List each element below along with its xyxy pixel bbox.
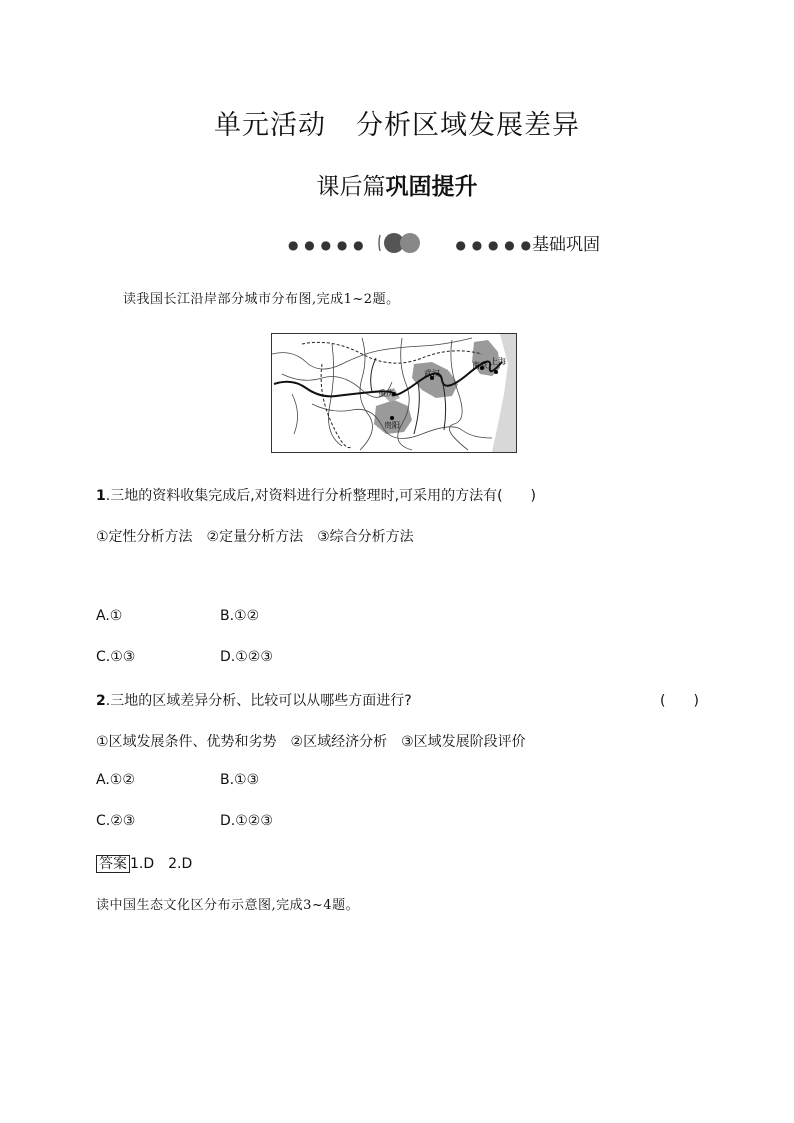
section-label: 基础巩固 — [532, 235, 601, 255]
answer-tag: 答案 — [96, 855, 130, 873]
answer-line — [96, 853, 192, 873]
question-1-number: 1 — [96, 488, 106, 504]
page-subtitle — [0, 168, 794, 201]
yangtze-city-map — [271, 333, 517, 453]
q2-option-c: C.②③ — [96, 813, 136, 829]
map-label-guiyang: 贵阳 — [384, 421, 400, 430]
question-2-text: .三地的区域差异分析、比较可以从哪些方面进行? — [105, 693, 412, 709]
dots-decoration-2: ● ● ● ● ● — [455, 238, 533, 252]
q1-option-a: A.① — [96, 608, 123, 624]
map-label-nanjing: 南京 — [472, 361, 488, 370]
q1-option-c: C.①③ — [96, 649, 136, 665]
q1-option-b: B.①② — [220, 608, 260, 624]
section-header — [288, 230, 600, 259]
question-1 — [96, 485, 536, 505]
title-part1: 单元活动 — [214, 110, 326, 141]
subtitle-normal: 课后篇 — [316, 174, 386, 200]
question-2-number: 2 — [96, 693, 106, 709]
question-2-paren: ( ) — [660, 693, 699, 709]
map-label-shanghai: 上海 — [490, 357, 506, 366]
map-label-chongqing: 重庆 — [378, 389, 394, 398]
q2-option-d: D.①②③ — [220, 813, 273, 829]
dots-decoration: ● ● ● ● ● — [288, 238, 365, 252]
q2-option-b: B.①③ — [220, 772, 260, 788]
double-circle-icon — [376, 232, 422, 259]
page-title — [0, 103, 794, 142]
question-2 — [96, 690, 412, 710]
intro-text-2: 读中国生态文化区分布示意图,完成3~4题。 — [96, 898, 360, 913]
map-label-wuhan: 武汉 — [424, 369, 440, 378]
q2-option-a: A.①② — [96, 772, 135, 788]
question-1-items: ①定性分析方法 ②定量分析方法 ③综合分析方法 — [96, 529, 414, 545]
title-part2: 分析区域发展差异 — [356, 110, 580, 141]
subtitle-bold: 巩固提升 — [385, 174, 478, 200]
question-2-items: ①区域发展条件、优势和劣势 ②区域经济分析 ③区域发展阶段评价 — [96, 734, 526, 750]
answer-text: 1.D 2.D — [130, 856, 193, 872]
intro-text-1: 读我国长江沿岸部分城市分布图,完成1~2题。 — [123, 292, 400, 307]
q1-option-d: D.①②③ — [220, 649, 273, 665]
question-1-text: .三地的资料收集完成后,对资料进行分析整理时,可采用的方法有( ) — [105, 488, 537, 504]
